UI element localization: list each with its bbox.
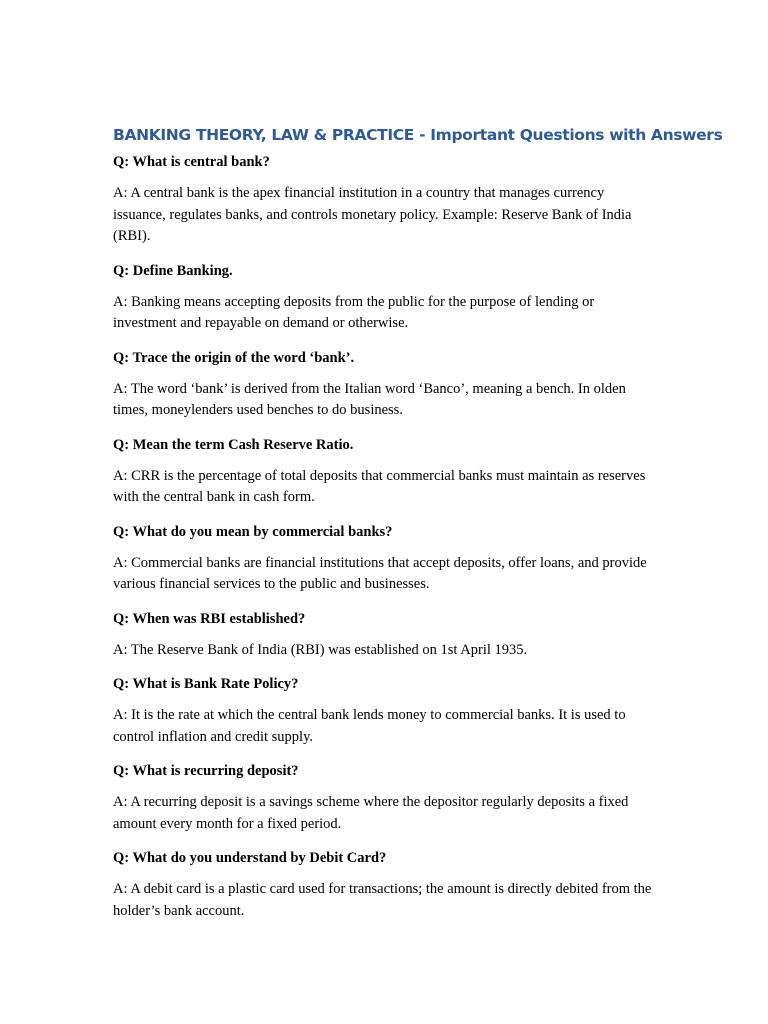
qa-item	[113, 521, 658, 596]
question: Q: What is central bank?	[113, 154, 270, 170]
question: Q: Trace the origin of the word ‘bank’.	[113, 349, 355, 366]
answer: A: The word ‘bank’ is derived from the Italian word ‘Banco’, meaning a bench. In olden times, moneylenders used benches to do business.	[113, 380, 626, 418]
question: Q: Define Banking.	[113, 262, 233, 279]
qa-item	[113, 434, 658, 509]
question: Q: What do you understand by Debit Card?	[113, 850, 387, 866]
qa-item	[113, 347, 658, 422]
question: Q: What is recurring deposit?	[113, 763, 299, 779]
answer: A: It is the rate at which the central bank lends money to commercial banks. It is used to control inflation and credit supply.	[113, 707, 626, 745]
qa-item	[113, 673, 658, 748]
answer: A: The Reserve Bank of India (RBI) was established on 1st April 1935.	[113, 641, 528, 658]
question: Q: When was RBI established?	[113, 610, 306, 627]
question: Q: What do you mean by commercial banks?	[113, 523, 393, 540]
answer: A: A central bank is the apex financial institution in a country that manages currency issuance, regulates banks, and controls monetary policy. Example: Reserve Bank of India (RBI).	[113, 185, 632, 244]
qa-item	[113, 847, 658, 922]
qa-item	[113, 260, 658, 335]
answer: A: CRR is the percentage of total deposits that commercial banks must maintain as reserves with the central bank in cash form.	[113, 467, 646, 505]
qa-item	[113, 151, 658, 248]
document-page	[113, 124, 723, 934]
answer: A: Banking means accepting deposits from the public for the purpose of lending or investment and repayable on demand or otherwise.	[113, 293, 595, 331]
document-title: BANKING THEORY, LAW & PRACTICE - Important Questions with Answers	[113, 126, 723, 144]
question: Q: What is Bank Rate Policy?	[113, 676, 299, 692]
qa-item	[113, 608, 658, 662]
qa-item	[113, 760, 658, 835]
answer: A: Commercial banks are financial institutions that accept deposits, offer loans, and provide various financial services to the public and businesses.	[113, 554, 647, 592]
question: Q: Mean the term Cash Reserve Ratio.	[113, 436, 354, 453]
answer: A: A debit card is a plastic card used for transactions; the amount is directly debited from the holder’s bank account.	[113, 881, 652, 919]
answer: A: A recurring deposit is a savings scheme where the depositor regularly deposits a fixed amount every month for a fixed period.	[113, 794, 629, 832]
